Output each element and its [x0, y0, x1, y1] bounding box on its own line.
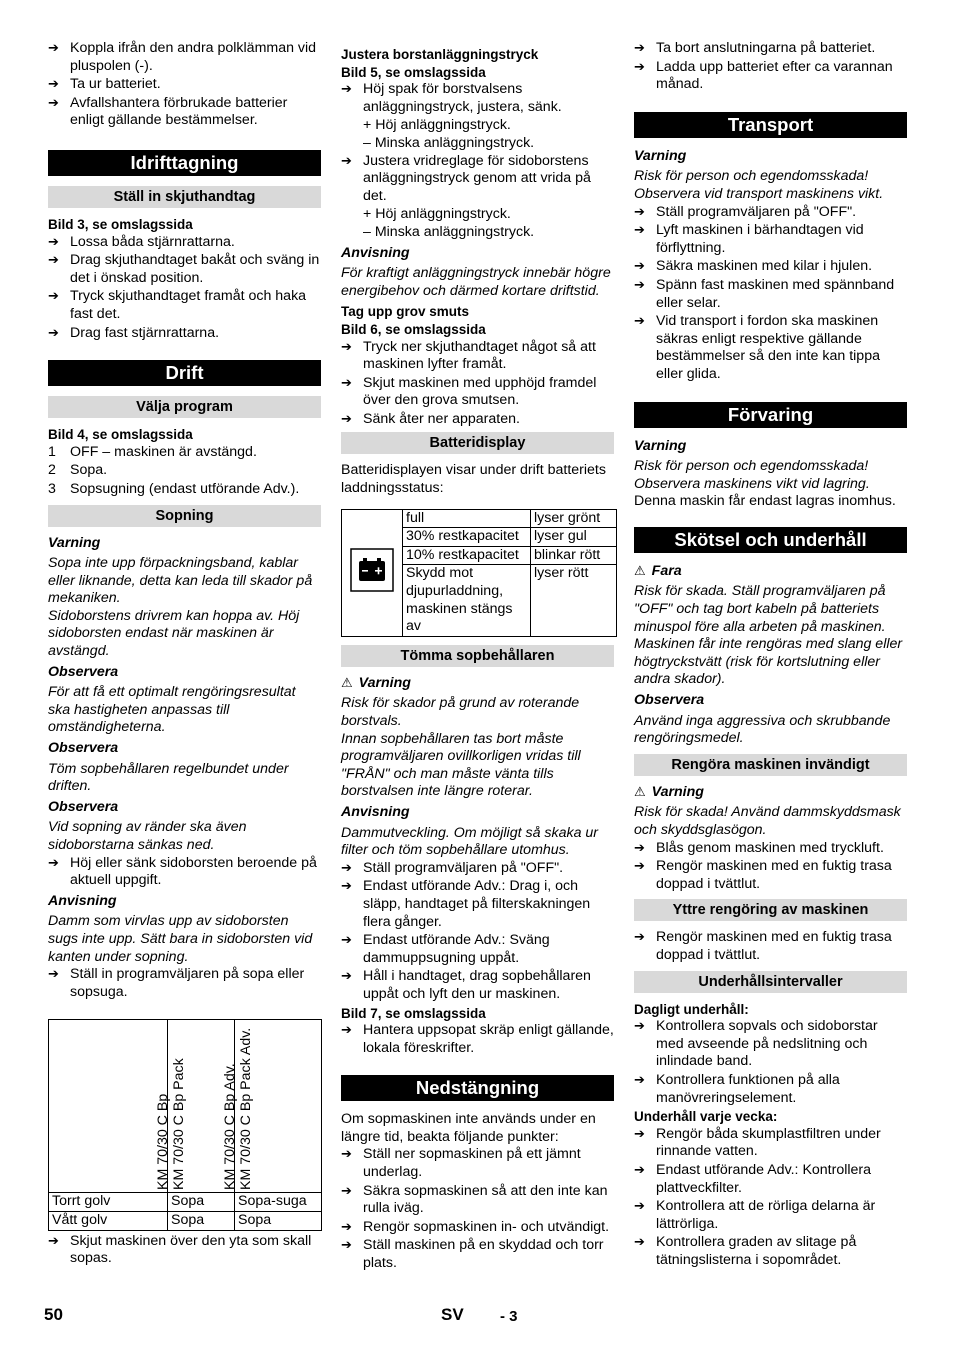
list-item: ➔ Säkra sopmaskinen så att den inte kan rulla iväg. — [341, 1183, 614, 1218]
list-item: ➔ Kontrollera att de rörliga delarna är lättrörliga. — [634, 1198, 907, 1233]
list-item: ➔ Drag fast stjärnrattarna. — [48, 325, 321, 343]
list-item: ➔ Skjut maskinen över den yta som skall sopas. — [48, 1233, 321, 1268]
hint-label: Anvisning — [48, 892, 117, 909]
warning-label: ⚠ Varning — [341, 674, 411, 691]
list-item: ➔ Håll i handtaget, drag sopbehållaren uppåt och lyft den ur maskinen. — [341, 968, 614, 1003]
table-cell: Vått golv — [49, 1211, 168, 1230]
table-cell: Skydd mot djupurladdning, maskinen stängs av — [403, 565, 531, 636]
battery-icon — [349, 581, 395, 597]
subsection-heading: Ställ in skjuthandtag — [48, 186, 321, 208]
warning-label: Varning — [634, 437, 687, 454]
warning-triangle-icon: ⚠ — [634, 563, 646, 579]
hint-text: För kraftigt anläggningstryck innebär högre energibehov och därmed kortare driftstid. — [341, 265, 611, 299]
list-item: ➔ Ställ maskinen på en skyddad och torr plats. — [341, 1237, 614, 1272]
list-item: ➔ Tryck skjuthandtaget framåt och haka fast det. — [48, 288, 321, 323]
list-item: ➔ Rengör sopmaskinen in- och utvändigt. — [341, 1219, 614, 1237]
danger-text: Risk för skada. Ställ programväljaren på "OFF" och tag bort kabeln på batteriets minuspol före alla arbeten på maskinen. Maskinen får inte rengöras med slang eller högtryckstvätt (risk för kortslutning eller andra skador). — [634, 583, 903, 688]
body-text: Batteridisplayen visar under drift batteriets laddningsstatus: — [341, 462, 606, 497]
note-label: Observera — [634, 692, 705, 709]
warning-text: Sidoborstens drivrem kan hoppa av. Höj sidoborsten endast när maskinen är avstängd. — [48, 607, 300, 660]
list-item: ➔ Blås genom maskinen med tryckluft. — [634, 840, 907, 858]
list-item: ➔ Ställ programväljaren på "OFF". — [634, 204, 907, 222]
note-label: Observera — [48, 740, 119, 757]
list-item: ➔ Ta ur batteriet. — [48, 76, 321, 94]
table-row — [49, 1193, 322, 1212]
table-header: KM 70/30 C Bp Pack Adv. — [238, 1028, 254, 1191]
subsection-heading: Underhållsintervaller — [634, 971, 907, 993]
list-item: ➔ Hantera uppsopat skräp enligt gällande, lokala föreskrifter. — [341, 1022, 614, 1057]
figure-reference: Bild 7, se omslagssida — [341, 1005, 486, 1021]
warning-label: ⚠ Varning — [634, 783, 704, 800]
table-cell: 30% restkapacitet — [403, 528, 531, 547]
list-item: ➔ Höj spak för borstvalsens anläggningstryck, justera, sänk. — [341, 81, 614, 116]
list-item: ➔ Kontrollera sopvals och sidoborstar med avseende på nedslitning och inlindade band. — [634, 1018, 907, 1071]
warning-text: Innan sopbehållaren tas bort måste programväljaren ovillkorligen vridas till "FRÅN" och man måste vänta tills borstvalsen inte längre roterar. — [341, 730, 581, 800]
subsection-heading: Rengöra maskinen invändigt — [634, 754, 907, 776]
list-item: ➔ Ta bort anslutningarna på batteriet. — [634, 40, 907, 58]
list-item: 2 Sopa. — [48, 462, 108, 479]
column-1 — [48, 40, 321, 1269]
section-heading: Tag upp grov smuts — [341, 304, 470, 320]
list-subitem: + Höj anläggningstryck. — [363, 206, 511, 223]
list-item: ➔ Drag skjuthandtaget bakåt och sväng in det i önskad position. — [48, 252, 321, 287]
section-heading-skotsel: Skötsel och underhåll — [634, 527, 907, 553]
hint-label: Anvisning — [341, 803, 410, 820]
table-cell: Sopa — [168, 1193, 235, 1212]
warning-text: Risk för skada! Använd dammskyddsmask och skyddsglasögon. — [634, 804, 901, 838]
table-header: KM 70/30 C Bp Adv. — [222, 1063, 238, 1191]
note-label: Observera — [48, 798, 119, 815]
column-3 — [634, 40, 907, 1270]
note-text: Töm sopbehållaren regelbundet under driften. — [48, 760, 289, 795]
list-item: ➔ Kontrollera graden av slitage på tätningslisterna i sopområdet. — [634, 1234, 907, 1269]
table-cell: lyser gul — [531, 528, 617, 547]
list-item: ➔ Endast utförande Adv.: Kontrollera plattveckfilter. — [634, 1162, 907, 1197]
table-cell: Sopa — [235, 1211, 322, 1230]
table-cell: 10% restkapacitet — [403, 546, 531, 565]
table-cell: Sopa-suga — [235, 1193, 322, 1212]
warning-label: Varning — [48, 534, 101, 551]
page-number: 50 — [44, 1305, 63, 1324]
section-heading-idrifttagning: Idrifttagning — [48, 150, 321, 176]
list-item: 1 OFF – maskinen är avstängd. — [48, 443, 257, 460]
table-cell: full — [403, 509, 531, 528]
list-item: ➔ Rengör maskinen med en fuktig trasa doppad i tvättlut. — [634, 929, 907, 964]
list-item: ➔ Rengör maskinen med en fuktig trasa doppad i tvättlut. — [634, 858, 907, 893]
table-row — [342, 509, 617, 528]
body-text: Denna maskin får endast lagras inomhus. — [634, 493, 896, 510]
list-subitem: – Minska anläggningstryck. — [363, 134, 535, 151]
list-item: ➔ Lossa båda stjärnrattarna. — [48, 234, 321, 252]
list-item: ➔ Tryck ner skjuthandtaget något så att maskinen lyfter framåt. — [341, 339, 614, 374]
note-text: För att få ett optimalt rengöringsresultat ska hastigheten anpassas till omständigheterna. — [48, 684, 296, 736]
list-subitem: + Höj anläggningstryck. — [363, 117, 511, 134]
list-item: ➔ Rengör båda skumplastfiltren under rinnande vatten. — [634, 1126, 907, 1161]
section-heading-transport: Transport — [634, 112, 907, 138]
danger-label: ⚠ Fara — [634, 562, 682, 579]
table-cell: lyser grönt — [531, 509, 617, 528]
list-item: ➔ Endast utförande Adv.: Sväng dammuppsugning uppåt. — [341, 932, 614, 967]
table-cell: Sopa — [168, 1211, 235, 1230]
list-item: ➔ Vid transport i fordon ska maskinen säkras enligt respektive gällande bestämmelser så den inte kan tippa eller glida. — [634, 313, 907, 383]
sub-page-number: - 3 — [500, 1308, 518, 1325]
note-label: Observera — [48, 663, 119, 680]
subheading: Dagligt underhåll: — [634, 1001, 749, 1017]
note-text: Använd inga aggressiva och skrubbande rengöringsmedel. — [634, 712, 891, 747]
section-heading-forvaring: Förvaring — [634, 402, 907, 428]
subheading: Underhåll varje vecka: — [634, 1109, 778, 1125]
list-item: ➔ Justera vridreglage för sidoborstens anläggningstryck genom att vrida på det. — [341, 153, 614, 206]
list-item: ➔ Ställ programväljaren på "OFF". — [341, 860, 614, 878]
language-code: SV — [441, 1305, 464, 1324]
list-subitem: – Minska anläggningstryck. — [363, 223, 535, 240]
subsection-heading: Batteridisplay — [341, 432, 614, 454]
figure-reference: Bild 5, se omslagssida — [341, 64, 486, 80]
warning-label: Varning — [634, 147, 687, 164]
table-cell: lyser rött — [531, 565, 617, 636]
table-cell: Torrt golv — [49, 1193, 168, 1212]
figure-reference: Bild 3, se omslagssida — [48, 216, 193, 232]
warning-text: Sopa inte upp förpackningsband, kablar eller liknande, detta kan leda till skador på mekaniken. — [48, 555, 313, 607]
list-item: ➔ Höj eller sänk sidoborsten beroende på aktuell uppgift. — [48, 855, 321, 890]
list-item: ➔ Ställ in programväljaren på sopa eller sopsuga. — [48, 966, 321, 1001]
list-item: ➔ Ladda upp batteriet efter ca varannan månad. — [634, 59, 907, 94]
table-header: KM 70/30 C Bp Pack — [171, 1058, 187, 1191]
list-item: ➔ Spänn fast maskinen med spännband eller selar. — [634, 277, 907, 312]
section-heading: Justera borstanläggningstryck — [341, 47, 539, 62]
warning-text: Risk för person och egendomsskada! Observera maskinens vikt vid lagring. — [634, 458, 870, 492]
list-item: 3 Sopsugning (endast utförande Adv.). — [48, 480, 300, 497]
hint-text: Dammutveckling. Om möjligt så skaka ur filter och töm sopbehållare utomhus. — [341, 824, 599, 859]
figure-reference: Bild 4, se omslagssida — [48, 427, 193, 443]
subsection-heading: Tömma sopbehållaren — [341, 645, 614, 667]
list-item: ➔ Lyft maskinen i bärhandtagen vid förflyttning. — [634, 222, 907, 257]
section-heading-nedstangning: Nedstängning — [341, 1075, 614, 1101]
note-text: Vid sopning av ränder ska även sidoborstarna sänkas ned. — [48, 819, 247, 853]
body-text: Om sopmaskinen inte används under en längre tid, beakta följande punkter: — [341, 1111, 596, 1145]
list-item: ➔ Endast utförande Adv.: Drag i, och släpp, handtaget på filterskakningen flera gånger. — [341, 878, 614, 931]
warning-text: Risk för person och egendomsskada! Observera vid transport maskinens vikt. — [634, 168, 884, 202]
list-item: ➔ Sänk åter ner apparaten. — [341, 411, 614, 429]
column-2 — [341, 46, 614, 1274]
list-item: ➔ Kontrollera funktionen på alla manövreringselement. — [634, 1072, 907, 1107]
hint-label: Anvisning — [341, 244, 410, 261]
list-item: ➔ Säkra maskinen med kilar i hjulen. — [634, 258, 907, 276]
battery-table — [341, 509, 617, 637]
figure-reference: Bild 6, se omslagssida — [341, 321, 486, 337]
list-item: ➔ Avfallshantera förbrukade batterier enligt gällande bestämmelser. — [48, 95, 321, 130]
table-cell: blinkar rött — [531, 546, 617, 565]
list-item: ➔ Ställ ner sopmaskinen på ett jämnt underlag. — [341, 1146, 614, 1181]
subsection-heading: Yttre rengöring av maskinen — [634, 899, 907, 921]
list-item: ➔ Koppla ifrån den andra polklämman vid pluspolen (-). — [48, 40, 321, 75]
program-table — [48, 1019, 322, 1230]
warning-triangle-icon: ⚠ — [341, 675, 353, 691]
table-header: KM 70/30 C Bp — [155, 1094, 171, 1191]
subsection-heading: Välja program — [48, 396, 321, 418]
list-item: ➔ Skjut maskinen med upphöjd framdel över den grova smutsen. — [341, 375, 614, 410]
warning-text: Risk för skador på grund av roterande borstvals. — [341, 695, 580, 729]
hint-text: Damm som virvlas upp av sidoborsten sugs inte upp. Sätt bara in sidoborsten vid kanten under sopning. — [48, 913, 313, 965]
subsection-heading: Sopning — [48, 505, 321, 527]
warning-triangle-icon: ⚠ — [634, 784, 646, 800]
table-row — [49, 1211, 322, 1230]
section-heading-drift: Drift — [48, 360, 321, 386]
